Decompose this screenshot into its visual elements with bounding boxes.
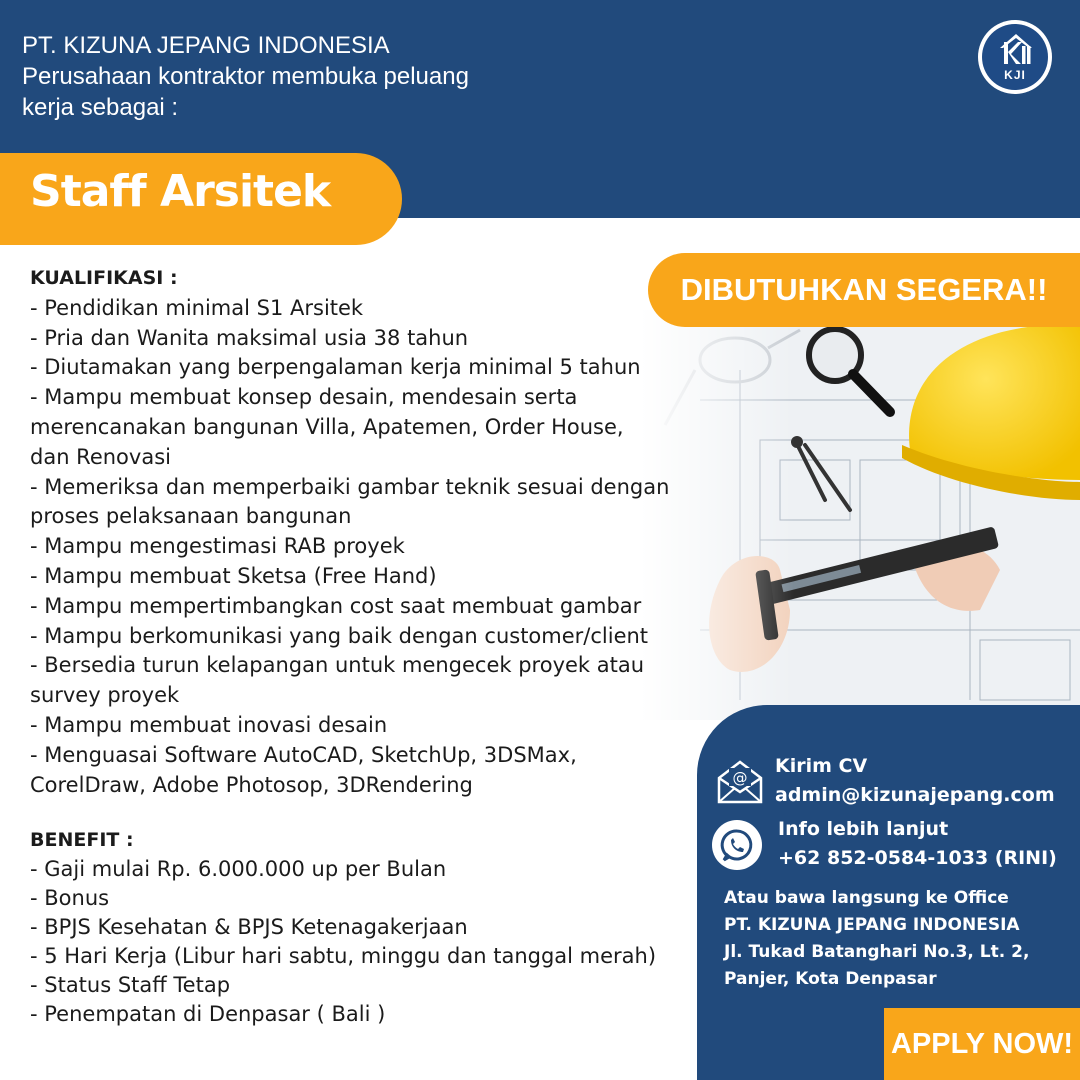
kji-logo-text: KJI <box>1004 68 1026 82</box>
apply-now-button[interactable]: APPLY NOW! <box>884 1008 1080 1080</box>
qualification-item: - Bersedia turun kelapangan untuk mengecek proyek atau survey proyek <box>30 653 645 708</box>
kji-logo-badge <box>982 24 1048 90</box>
qualification-item: - Mampu berkomunikasi yang baik dengan customer/client <box>30 623 649 648</box>
company-intro <box>22 30 469 123</box>
office-info <box>724 885 1029 993</box>
job-title: Staff Arsitek <box>30 166 331 217</box>
qualification-item: - Pria dan Wanita maksimal usia 38 tahun <box>30 325 469 350</box>
qualification-item: - Pendidikan minimal S1 Arsitek <box>30 295 364 320</box>
qualification-item: - Diutamakan yang berpengalaman kerja minimal 5 tahun <box>30 355 641 380</box>
kji-logo-icon <box>996 30 1036 68</box>
qualification-item: - Menguasai Software AutoCAD, SketchUp, 3DSMax, CorelDraw, Adobe Photosop, 3DRendering <box>30 742 577 797</box>
benefits-section <box>30 826 720 1029</box>
office-address-line-1: Jl. Tukad Batanghari No.3, Lt. 2, <box>724 942 1030 962</box>
benefits-title: BENEFIT : <box>30 829 134 851</box>
email-link[interactable]: admin@kizunajepang.com <box>775 784 1055 806</box>
qualification-item: - Mampu membuat konsep desain, mendesain serta merencanakan bangunan Villa, Apatemen, Order House, dan Renovasi <box>30 385 624 469</box>
intro-line-1: Perusahaan kontraktor membuka peluang <box>22 63 469 90</box>
qualification-item: - Mampu membuat Sketsa (Free Hand) <box>30 563 437 588</box>
svg-text:@: @ <box>732 769 748 787</box>
benefit-item: - 5 Hari Kerja (Libur hari sabtu, minggu dan tanggal merah) <box>30 944 657 968</box>
qualifications-title: KUALIFIKASI : <box>30 267 178 289</box>
office-intro: Atau bawa langsung ke Office <box>724 888 1009 908</box>
info-label: Info lebih lanjut <box>778 818 949 840</box>
benefit-item: - Gaji mulai Rp. 6.000.000 up per Bulan <box>30 857 447 881</box>
cv-label: Kirim CV <box>775 755 868 777</box>
phone-contact <box>778 815 1057 873</box>
qualification-item: - Mampu mengestimasi RAB proyek <box>30 534 405 559</box>
qualifications-section <box>30 264 720 800</box>
office-name: PT. KIZUNA JEPANG INDONESIA <box>724 915 1020 935</box>
mail-icon <box>715 758 765 806</box>
qualification-item: - Memeriksa dan memperbaiki gambar teknik sesuai dengan proses pelaksanaan bangunan <box>30 474 670 529</box>
kji-logo <box>978 20 1052 94</box>
qualification-item: - Mampu membuat inovasi desain <box>30 712 388 737</box>
company-name: PT. KIZUNA JEPANG INDONESIA <box>22 32 390 59</box>
qualification-item: - Mampu mempertimbangkan cost saat membuat gambar <box>30 593 642 618</box>
intro-line-2: kerja sebagai : <box>22 94 179 121</box>
urgent-label: DIBUTUHKAN SEGERA!! <box>680 272 1048 307</box>
benefit-item: - Bonus <box>30 886 110 910</box>
whatsapp-icon <box>712 820 762 870</box>
benefit-item: - Penempatan di Denpasar ( Bali ) <box>30 1002 386 1026</box>
benefit-item: - BPJS Kesehatan & BPJS Ketenagakerjaan <box>30 915 468 939</box>
cv-contact <box>775 752 1055 810</box>
benefit-item: - Status Staff Tetap <box>30 973 231 997</box>
office-address-line-2: Panjer, Kota Denpasar <box>724 969 937 989</box>
phone-link[interactable]: +62 852-0584-1033 (RINI) <box>778 847 1057 869</box>
